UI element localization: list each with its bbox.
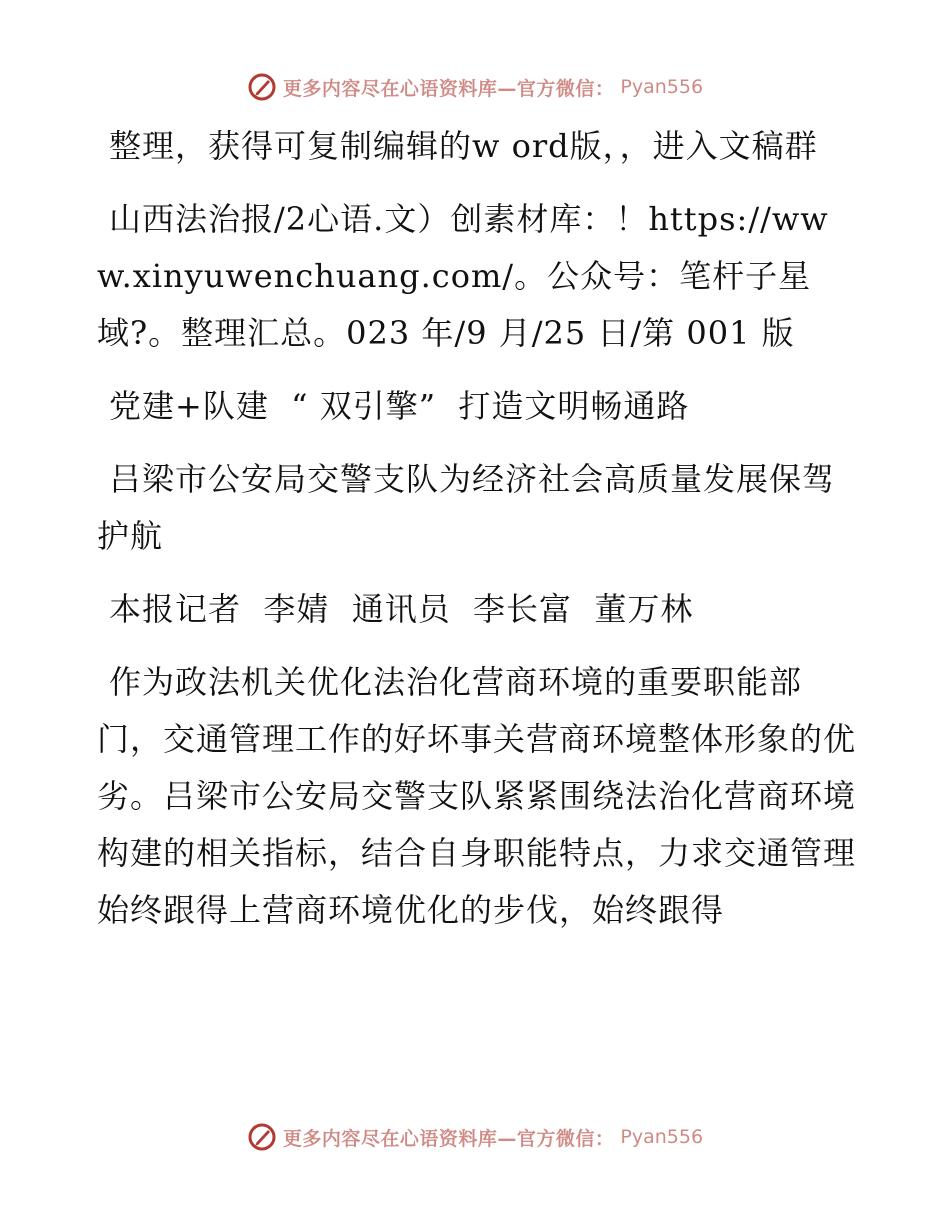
banner-handle: Pyan556 (620, 1126, 704, 1148)
headline: 党建+队建 “ 双引擎” 打造文明畅通路 (109, 387, 690, 425)
banner-text: 更多内容尽在心语资料库—官方微信： (282, 77, 615, 100)
banner-text: 更多内容尽在心语资料库—官方微信： (282, 1127, 615, 1150)
footer-banner (0, 1122, 950, 1152)
byline: 本报记者 李婧 通讯员 李长富 董万林 (109, 590, 694, 628)
document-body (97, 118, 857, 955)
brand-logo-icon (247, 72, 277, 102)
brand-logo-icon (247, 1122, 277, 1152)
subheadline: 吕梁市公安局交警支队为经济社会高质量发展保驾护航 (97, 460, 836, 555)
paragraph: 作为政法机关优化法治化营商环境的重要职能部门，交通管理工作的好坏事关营商环境整体形象的优劣。吕梁市公安局交警支队紧紧围绕法治化营商环境构建的相关指标，结合自身职能特点，力求交通管理始终跟得上营商环境优化的步伐，始终跟得 (97, 663, 857, 929)
paragraph: 整理，获得可复制编辑的w ord版，，进入文稿群 (109, 127, 818, 165)
paragraph: 山西法治报/2心语.文）创素材库：！https://www.xinyuwenchuang.com/。公众号：笔杆子星域?。整理汇总。023 年/9 月/25 日/第 001 版 (97, 200, 829, 352)
banner-handle: Pyan556 (620, 76, 704, 98)
header-banner (0, 72, 950, 102)
